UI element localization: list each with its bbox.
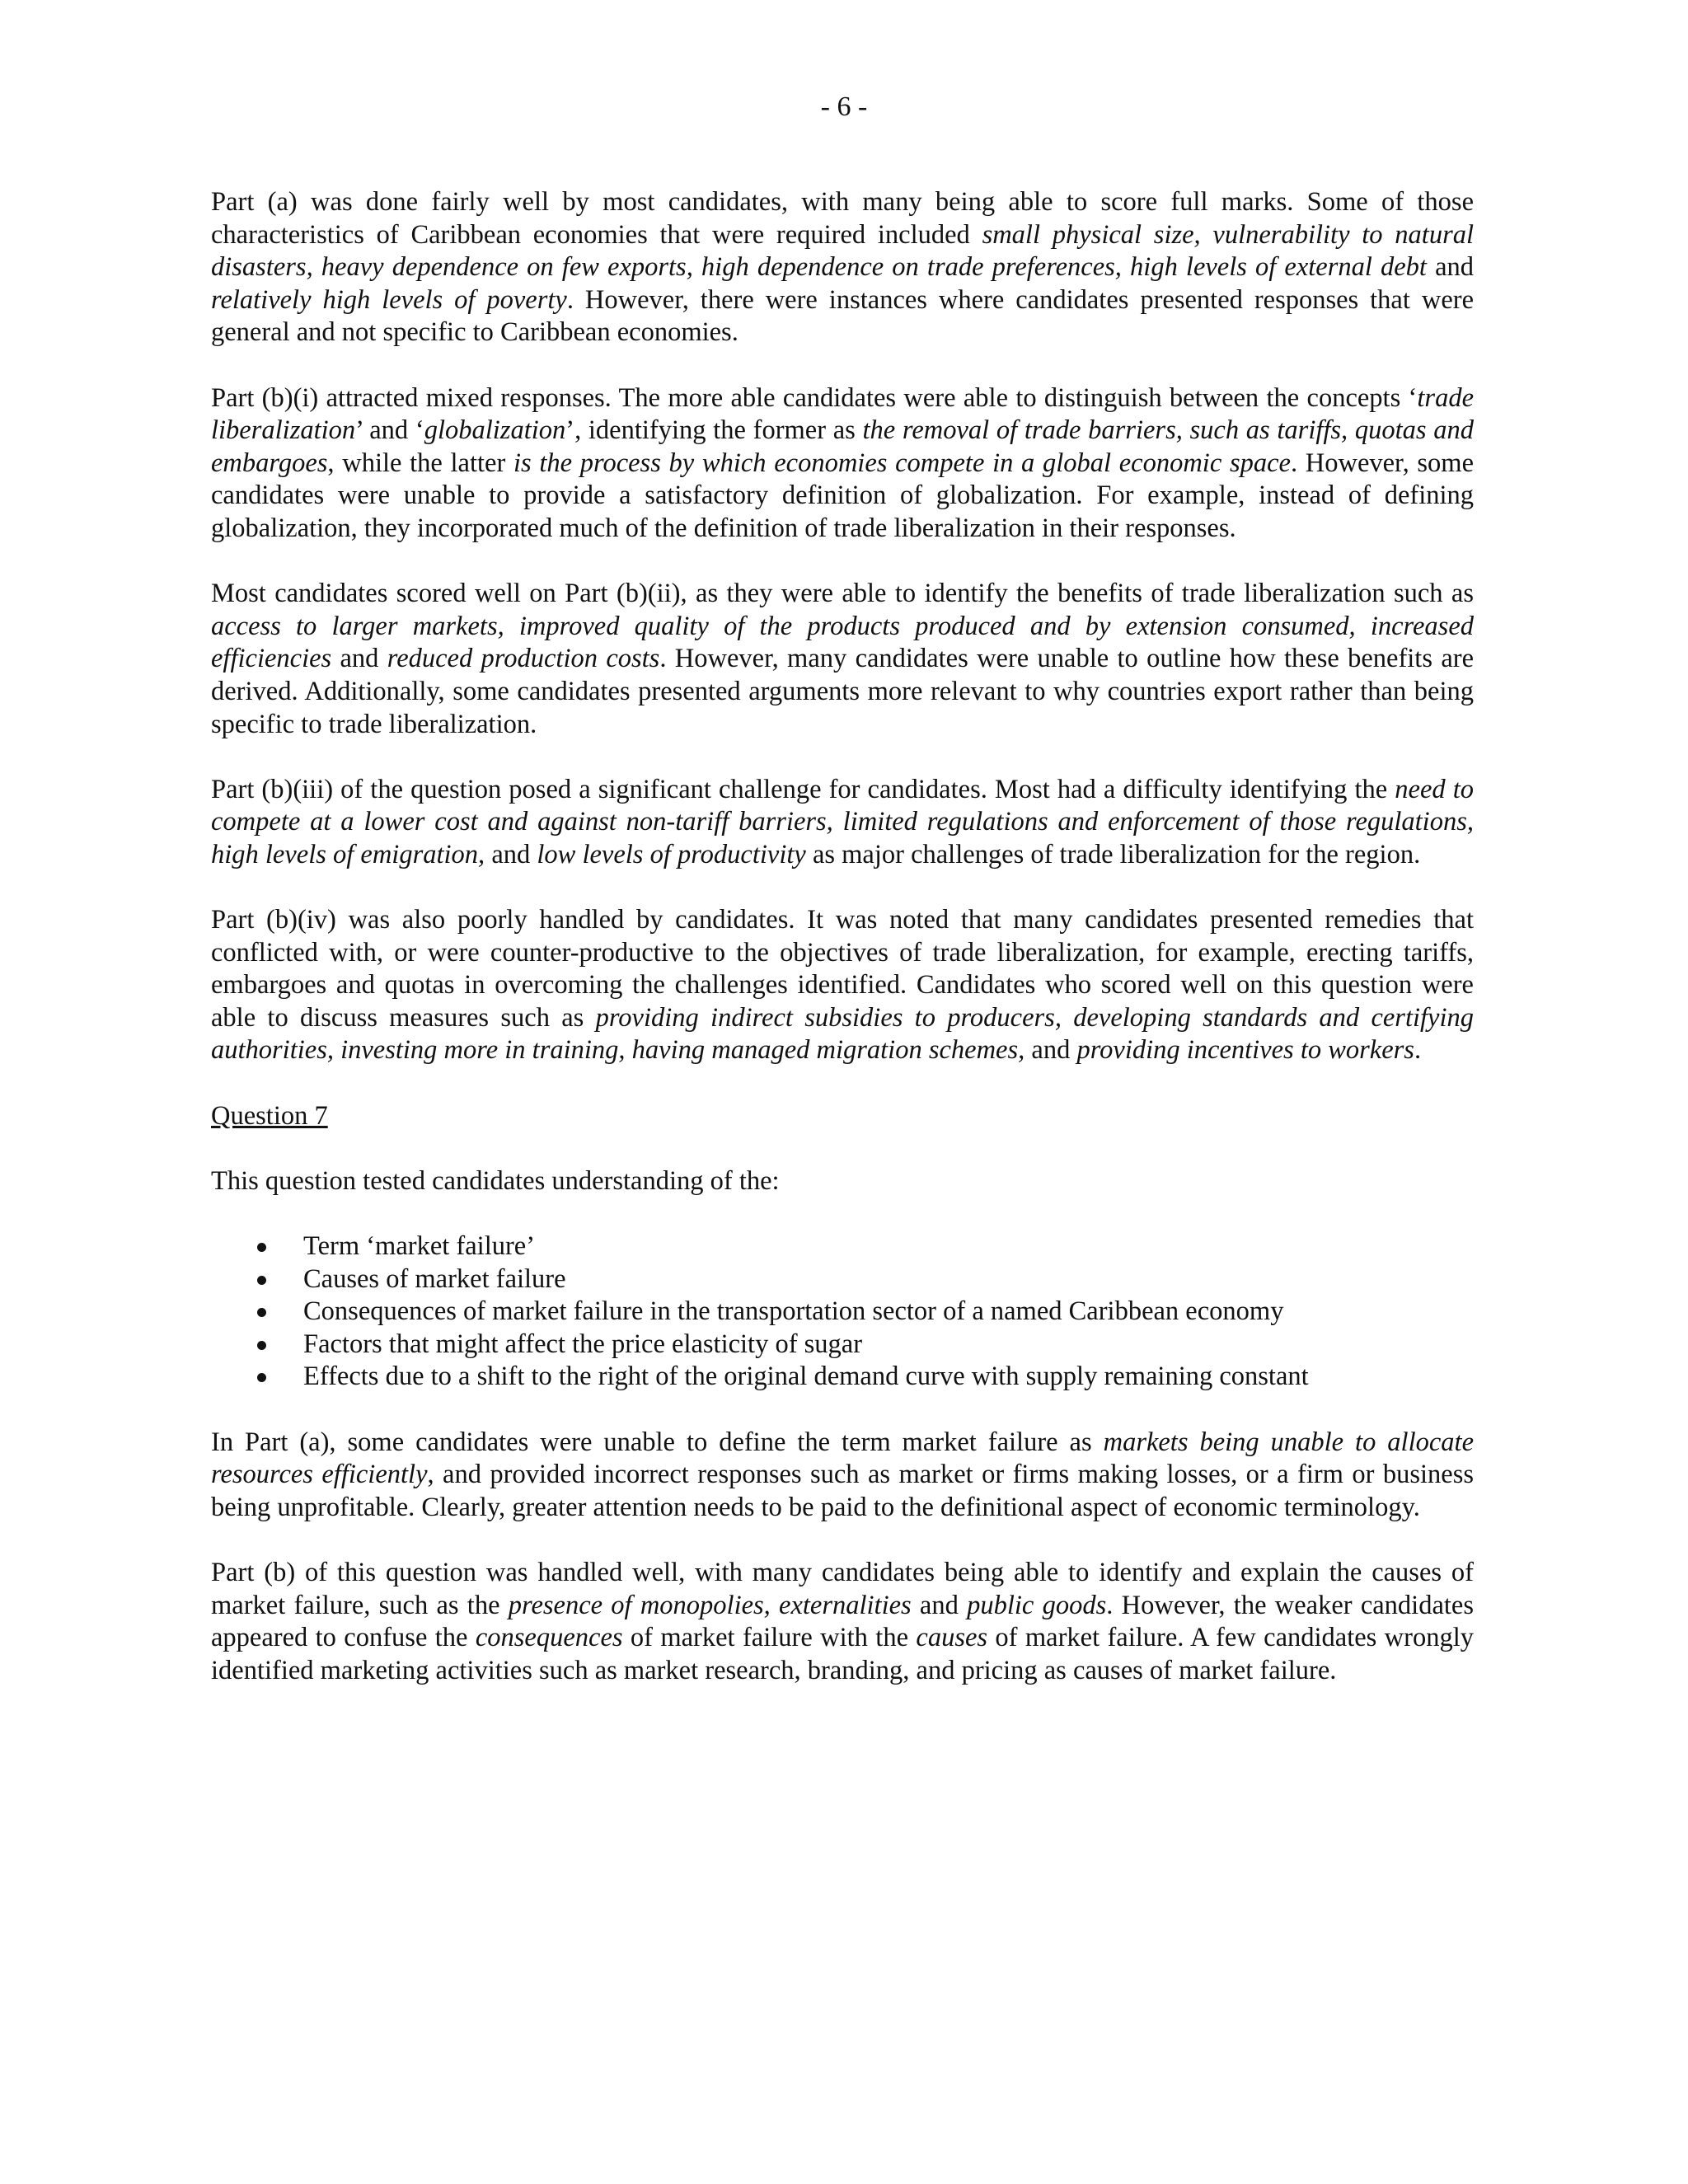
italic-segment: low levels of productivity [537,839,806,869]
question-intro: This question tested candidates understanding of the: [211,1165,780,1196]
text-segment: , while the latter [327,448,513,478]
text-segment: . However, some candidates were unable to provide a satisfactory definition of globalization. For example, instead of defining globalization, they incorporated much of the definition of trade liberalization in their responses. [211,448,1475,543]
text-segment: Part (b)(iv) was also poorly handled by candidates. It was noted that many candidates presented remedies that conflicted with, or were counter-productive to the objectives of trade liberalization, for example, erecting tariffs, embargoes and quotas in overcoming the challenges identified. Candidates who scored well on this question were able to discuss measures such as [211,905,1474,1033]
page-number: - 6 - [820,91,868,122]
document-body [211,186,1474,1720]
text-segment: Part (a) was done fairly well by most candidates, with many being able to score full marks. Some of those characteristics of Caribbean economies that were required included [211,187,1474,250]
text-segment: Most candidates scored well on Part (b)(ii), as they were able to identify the benefits of trade liberalization such as [211,579,1474,609]
text-segment: and [485,839,537,869]
list-item-text: Effects due to a shift to the right of the original demand curve with supply remaining constant [303,1361,1309,1392]
list-item-text: Causes of market failure [303,1263,566,1294]
italic-segment: access to larger markets, improved quality of the products produced and by extension consumed, increased efficiencies [211,611,1474,674]
bullet-icon [257,1341,266,1350]
italic-segment: markets being unable to allocate resources efficiently [211,1427,1474,1490]
text-segment: of market failure with the [622,1623,917,1653]
list-item [211,1230,1474,1263]
list-item [211,1361,1474,1394]
paragraph-part-b-iv [211,904,1474,1067]
text-segment: ’, identifying the former as [565,415,863,446]
italic-segment: presence of monopolies, externalities [508,1590,912,1620]
list-item [211,1296,1474,1329]
list-item-text: Factors that might affect the price elasticity of sugar [303,1329,863,1359]
text-segment: . [1414,1035,1422,1066]
text-segment: Part (b)(iii) of the question posed a significant challenge for candidates. Most had a difficulty identifying the [211,774,1395,804]
list-item-text: Term ‘market failure’ [303,1231,536,1261]
topics-list [211,1230,1474,1394]
paragraph-part-a-characteristics [211,186,1474,349]
paragraph-part-b-iii [211,774,1474,872]
text-segment: of market failure. A few candidates wrongly identified marketing activities such as market research, branding, and pricing as causes of market failure. [211,1623,1475,1685]
text-segment: as major challenges of trade liberalization for the region. [805,839,1421,869]
text-segment: . However, the weaker candidates appeared to confuse the [211,1590,1474,1653]
list-item [211,1263,1474,1296]
italic-segment: reduced production costs [387,644,660,674]
italic-segment: providing indirect subsidies to producers, developing standards and certifying authorities, investing more in training, having managed migration schemes, [211,1002,1474,1066]
list-item [211,1329,1474,1361]
bullet-icon [257,1373,266,1382]
italic-segment: the removal of trade barriers, such as tariffs, quotas and embargoes [211,415,1474,478]
paragraph-part-b-ii [211,578,1474,741]
italic-segment: trade liberalization [211,382,1474,446]
text-segment: and [1426,252,1475,283]
text-segment: . However, many candidates were unable to outline how these benefits are derived. Additionally, some candidates presented arguments more relevant to why countries export rather than being specific to trade liberalization. [211,644,1474,739]
italic-segment: small physical size, vulnerability to natural disasters, heavy dependence on few exports, high dependence on trade preferences, high levels of external debt [211,219,1474,283]
list-item-text: Consequences of market failure in the transportation sector of a named Caribbean economy [303,1296,1284,1327]
text-segment: and [1025,1035,1077,1066]
bullet-icon [257,1308,266,1317]
text-segment: Part (b)(i) attracted mixed responses. The more able candidates were able to distinguish between the concepts ‘ [211,382,1418,413]
bullet-icon [257,1243,266,1252]
bullet-icon [257,1276,266,1285]
text-segment: Part (b) of this question was handled well, with many candidates being able to identify and explain the causes of market failure, such as the [211,1557,1474,1620]
text-segment: and [911,1590,968,1620]
text-segment: ’ and ‘ [355,415,424,446]
italic-segment: globalization [424,415,566,446]
paragraph-q7-part-a [211,1427,1474,1525]
text-segment: , and provided incorrect responses such as market or firms making losses, or a firm or business being unprofitable. Clearly, greater attention needs to be paid to the definitional aspect of economic terminology. [211,1460,1474,1522]
italic-segment: need to compete at a lower cost and against non-tariff barriers, limited regulations and enforcement of those regulations, high levels of emigration, [211,774,1474,869]
italic-segment: providing incentives to workers [1076,1035,1414,1066]
italic-segment: is the process by which economies compete in a global economic space [513,448,1291,478]
paragraph-q7-part-b [211,1557,1474,1687]
text-segment: and [331,644,387,674]
italic-segment: relatively high levels of poverty [211,284,567,315]
text-segment: . However, there were instances where candidates presented responses that were general and not specific to Caribbean economies. [211,284,1474,348]
italic-segment: causes [916,1623,988,1653]
italic-segment: public goods [967,1590,1107,1620]
question-heading: Question 7 [211,1100,328,1131]
text-segment: In Part (a), some candidates were unable to define the term market failure as [211,1427,1104,1457]
italic-segment: consequences [475,1623,623,1653]
paragraph-part-b-i [211,382,1474,546]
